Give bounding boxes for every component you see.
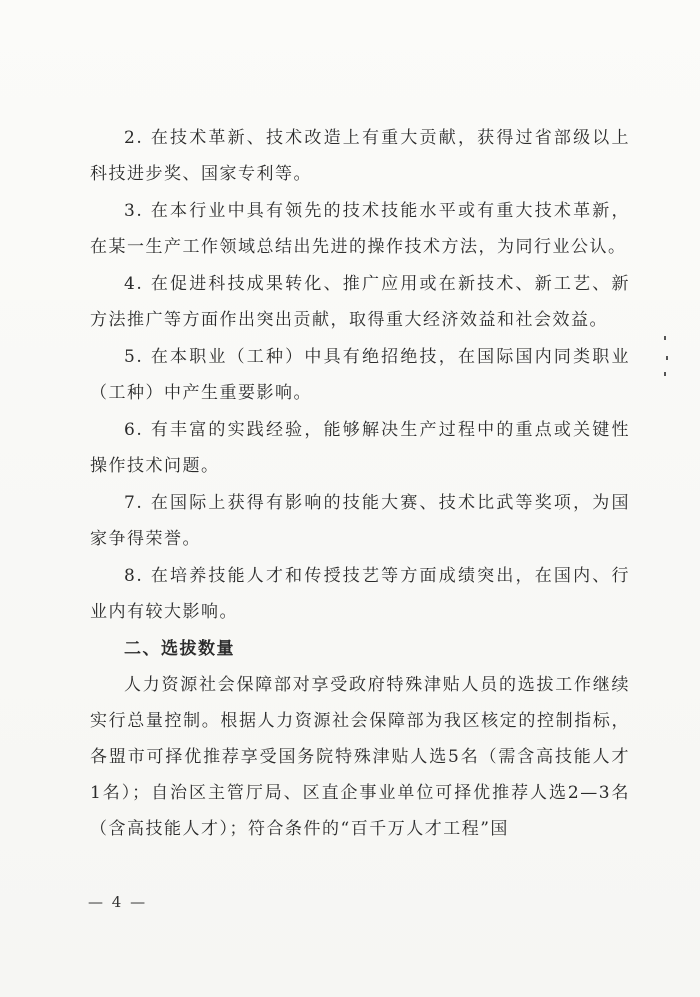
paragraph-item-2: 2. 在技术革新、技术改造上有重大贡献，获得过省部级以上科技进步奖、国家专利等。 (90, 128, 630, 184)
paragraph-item-3: 3. 在本行业中具有领先的技术技能水平或有重大技术革新，在某一生产工作领域总结出先进的操作技术方法，为同行业公认。 (90, 201, 630, 257)
paragraph-item-6: 6. 有丰富的实践经验，能够解决生产过程中的重点或关键性操作技术问题。 (90, 420, 630, 476)
section-paragraph: 人力资源社会保障部对享受政府特殊津贴人员的选拔工作继续实行总量控制。根据人力资源社会保障部为我区核定的控制指标，各盟市可择优推荐享受国务院特殊津贴人选5名（需含高技能人才1名）；自治区主管厅局、区直企事业单位可择优推荐人选2—3名（含高技能人才）；符合条件的“百千万人才工程”国 (90, 675, 630, 839)
document-body (90, 120, 630, 848)
paragraph-item-4: 4. 在促进科技成果转化、推广应用或在新技术、新工艺、新方法推广等方面作出突出贡献，取得重大经济效益和社会效益。 (90, 274, 630, 330)
scan-mark (666, 356, 668, 360)
page-number: — 4 — (88, 893, 148, 911)
paragraph-item-8: 8. 在培养技能人才和传授技艺等方面成绩突出，在国内、行业内有较大影响。 (90, 566, 630, 622)
paragraph-item-7: 7. 在国际上获得有影响的技能大赛、技术比武等奖项，为国家争得荣誉。 (90, 493, 630, 549)
scan-mark (664, 336, 666, 340)
section-heading: 二、选拔数量 (124, 639, 235, 659)
scan-mark (664, 372, 666, 376)
paragraph-item-5: 5. 在本职业（工种）中具有绝招绝技，在国际国内同类职业（工种）中产生重要影响。 (90, 347, 630, 403)
